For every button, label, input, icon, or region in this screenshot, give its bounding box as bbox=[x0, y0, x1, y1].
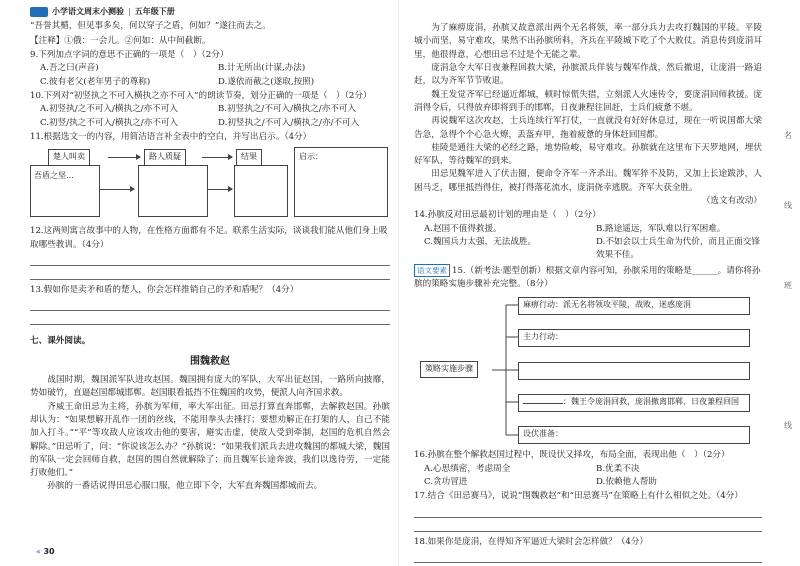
story-paragraph: 再说魏军这次攻赵，士兵连续行军打仗，一直就没有好好休息过，现在一听说国都大梁告急，急得个个心急火燎，丢盔弃甲，拖着疲惫的身体赶回国都。 bbox=[414, 116, 762, 140]
right-page bbox=[400, 0, 800, 566]
story-paragraph: 田忌见魏军进入了伏击圈，便命令齐军一齐杀出。魏军猝不及防，又加上长途跋涉，人困马乏，哪里抵挡得住，被打得落花流水，庞涓侥幸逃脱。齐军大获全胜。 bbox=[414, 169, 762, 193]
option-c[interactable]: C.贪功冒进 bbox=[424, 476, 468, 487]
header-separator: | bbox=[128, 7, 131, 16]
option-d[interactable]: D.初竖执之/不可入/横执之/亦/不可入 bbox=[218, 117, 360, 128]
blank[interactable] bbox=[523, 403, 563, 404]
question-9: 9.下列加点字词的意思不正确的一项是（ ）（2分） bbox=[30, 50, 229, 61]
story-paragraph: 为了麻痹庞涓，孙膑又故意派出两个无名将领，率一部分兵力去攻打魏国的平陵。平陵城小而坚，易守难攻，果然不出孙膑所料，齐兵在平陵城下吃了个大败仗。消息传到庞涓耳里，他很得意，心想田忌不过是个无能之辈。 bbox=[414, 23, 762, 60]
q16-options bbox=[424, 463, 762, 490]
question-11: 11.根据选文一的内容，用简洁语言补全表中的空白，并写出启示。（4分） bbox=[30, 131, 312, 142]
story-paragraph: 桂陵是通往大梁的必经之路，地势险峻，易守难攻。孙膑就在这里布下天罗地网，埋伏好军队，等待魏军的到来。 bbox=[414, 142, 762, 167]
option-a[interactable]: A.赵国不值得救援。 bbox=[424, 223, 502, 234]
story-paragraph: 庞涓急令大军日夜兼程回救大梁，孙膑派兵佯装与魏军作战，然后撤退，让庞涓一路追赶，以为齐军节节败退。 bbox=[414, 62, 762, 87]
section-heading: 七、课外阅读。 bbox=[30, 336, 91, 347]
option-d[interactable]: D.不如会以士兵生命为代价，而且正面交锋效果不佳。 bbox=[596, 237, 761, 261]
answer-line[interactable] bbox=[414, 520, 762, 532]
question-18: 18.如果你是庞涓，在得知齐军逼近大梁时会怎样做？（4分） bbox=[414, 536, 648, 547]
flow-arrow bbox=[202, 157, 232, 158]
option-b[interactable]: B.计无所出(计谋,办法) bbox=[218, 63, 306, 74]
question-14: 14.孙膑反对田忌最初计划的理由是（ ）（2分） bbox=[414, 210, 601, 221]
side-mark: 班 bbox=[784, 281, 792, 290]
strategy-step[interactable]: 麻痹行动：派无名将领攻平陵，战败，迷惑庞涓 bbox=[518, 297, 750, 315]
flow-arrow bbox=[208, 189, 232, 190]
option-c[interactable]: C.彼有老父(老年男子的尊称) bbox=[40, 76, 151, 87]
side-mark: 线 bbox=[784, 421, 792, 430]
story-title: 围魏救赵 bbox=[190, 356, 230, 368]
annotation-note: 【注释】①俄：一会儿。②何如：从中间截断。 bbox=[30, 35, 211, 46]
answer-line[interactable] bbox=[414, 506, 762, 518]
answer-line[interactable] bbox=[30, 254, 390, 266]
flow-box-passerby: 路人质疑 bbox=[144, 149, 186, 165]
answer-line[interactable] bbox=[30, 313, 390, 325]
question-16: 16.孙膑在整个解救赵国过程中，既设伏又择攻，布局全面，表现出他（ ）（2分） bbox=[414, 450, 730, 461]
option-c[interactable]: C.初竖/执之不可入/横执之/亦不可入 bbox=[40, 117, 178, 128]
strategy-root: 策略实施步骤 bbox=[420, 361, 478, 377]
side-mark: 名 bbox=[784, 131, 792, 140]
flow-arrow bbox=[108, 157, 140, 158]
answer-hint: 吾盾之坚… bbox=[34, 171, 74, 181]
insight-box[interactable] bbox=[294, 147, 388, 217]
topic-tag: 语文要素 bbox=[414, 264, 450, 278]
question-15-text: 15.（新考法·题型创新）根据文章内容可知，孙膑采用的策略是______。请你将孙膑的策略实施步骤补充完整。（8分） bbox=[414, 265, 761, 289]
page-header bbox=[30, 6, 390, 18]
option-d[interactable]: D.依赖他人帮助 bbox=[596, 476, 657, 487]
strategy-chart bbox=[414, 295, 762, 445]
story-paragraph: 战国时期，魏国派军队进攻赵国。魏国拥有庞大的军队，大军出征赵国，一路所向披靡，势如破竹，直逼赵国都城邯郸。赵国眼看抵挡不住魏国的攻势，便派人向齐国求救。 bbox=[30, 374, 390, 399]
question-10: 10.下列对“初竖执之不可入横执之亦不可入”的朗读节奏，划分正确的一项是（ ）（2分） bbox=[30, 90, 372, 101]
series-title: 小学语文周末小测验 bbox=[52, 7, 124, 16]
intro-line: “吾誉其楯，但见事多矣，何以穿子之盾，何如？”遂往而去之。 bbox=[30, 21, 271, 32]
q10-options bbox=[40, 103, 390, 130]
answer-line[interactable] bbox=[30, 299, 390, 311]
option-b[interactable]: B.优柔不决 bbox=[596, 463, 640, 474]
grade-label: 五年级下册 bbox=[134, 7, 175, 16]
option-b[interactable]: B.初竖执之/不可入/横执之/亦不可入 bbox=[218, 104, 357, 115]
option-a[interactable]: A.心思缜密，考虑周全 bbox=[424, 463, 511, 474]
strategy-step[interactable] bbox=[518, 394, 750, 412]
answer-line[interactable] bbox=[30, 268, 390, 280]
option-a[interactable]: A.吾之曰(声音) bbox=[40, 63, 99, 74]
answer-box-2[interactable] bbox=[138, 165, 208, 217]
flow-box-result: 结果 bbox=[236, 149, 262, 165]
question-15 bbox=[414, 264, 762, 292]
strategy-step-text: ：魏王令庞涓回救，庞涓撤离邯郸，日夜兼程回国 bbox=[563, 397, 739, 407]
flow-box-seller: 楚人叫卖 bbox=[48, 149, 90, 165]
story-paragraph: 孙膑的一番话说得田忌心服口服，他立即下令，大军直奔魏国都城而去。 bbox=[47, 481, 323, 492]
question-13: 13.假如你是卖矛和盾的楚人，你会怎样推销自己的矛和盾呢？（4分） bbox=[30, 284, 299, 295]
option-c[interactable]: C.魏国兵力太强，无法战胜。 bbox=[424, 237, 537, 247]
insight-label: 启示： bbox=[299, 152, 323, 162]
answer-line[interactable] bbox=[414, 551, 762, 563]
question-12: 12.这两则寓言故事中的人物，在性格方面都有不足。联系生活实际，谈谈我们能从他们身上吸取哪些教训。（4分） bbox=[30, 226, 388, 250]
source-note: （选文有改动） bbox=[701, 196, 762, 207]
story-paragraph: 齐威王命田忌为主将，孙膑为军师，率大军出征。田忌打算直奔邯郸，去解救赵国。孙膑却认为：“如果想解开乱作一团的丝线，不能用拳头去捶打；要想劝解正在打架的人，自己不能加入打斗。”“平”等攻敌人应该攻击他的要害，避实击虚，使敌人受到牵制，赵国的危机自然会解除。”田忌听了，问：“你说该怎么办？”孙膑说：“如果我们派兵去进攻魏国的都城大梁，魏国的军队一定会回师自救，赵国的围自然就解除了；而且魏军长途奔波，我们以逸待劳，一定能打败他们。” bbox=[30, 401, 390, 479]
q9-options bbox=[40, 62, 390, 89]
flow-arrow bbox=[100, 189, 134, 190]
story-paragraph: 魏王发觉齐军已经逼近都城，顿时惊慌失措，立刻派人火速传令，要庞涓回师救援。庞涓得令后，只得放弃即将到手的邯郸，日夜兼程往回赶，士兵们疲惫不堪。 bbox=[414, 89, 762, 113]
answer-box-3[interactable] bbox=[234, 165, 288, 217]
side-mark: 线 bbox=[784, 201, 792, 210]
strategy-step[interactable]: 设伏准备： bbox=[518, 426, 750, 444]
strategy-step[interactable]: 主力行动： bbox=[518, 329, 750, 347]
option-a[interactable]: A.初竖执/之不可入/横执之/亦不可入 bbox=[40, 104, 178, 115]
question-17: 17.结合《田忌赛马》，说说“围魏救赵”和“田忌赛马”在策略上有什么相似之处。（4分） bbox=[414, 491, 743, 502]
option-b[interactable]: B.路途遥远，军队难以行军困难。 bbox=[596, 223, 726, 234]
q11-flowchart bbox=[30, 147, 390, 221]
brand-logo-icon bbox=[30, 7, 48, 17]
option-d[interactable]: D.遂依而截之(遂取,按照) bbox=[218, 76, 315, 87]
q14-options bbox=[424, 223, 762, 263]
page-number: « 30 bbox=[36, 546, 55, 556]
answer-box-1[interactable] bbox=[30, 165, 100, 217]
strategy-step[interactable] bbox=[518, 362, 750, 380]
